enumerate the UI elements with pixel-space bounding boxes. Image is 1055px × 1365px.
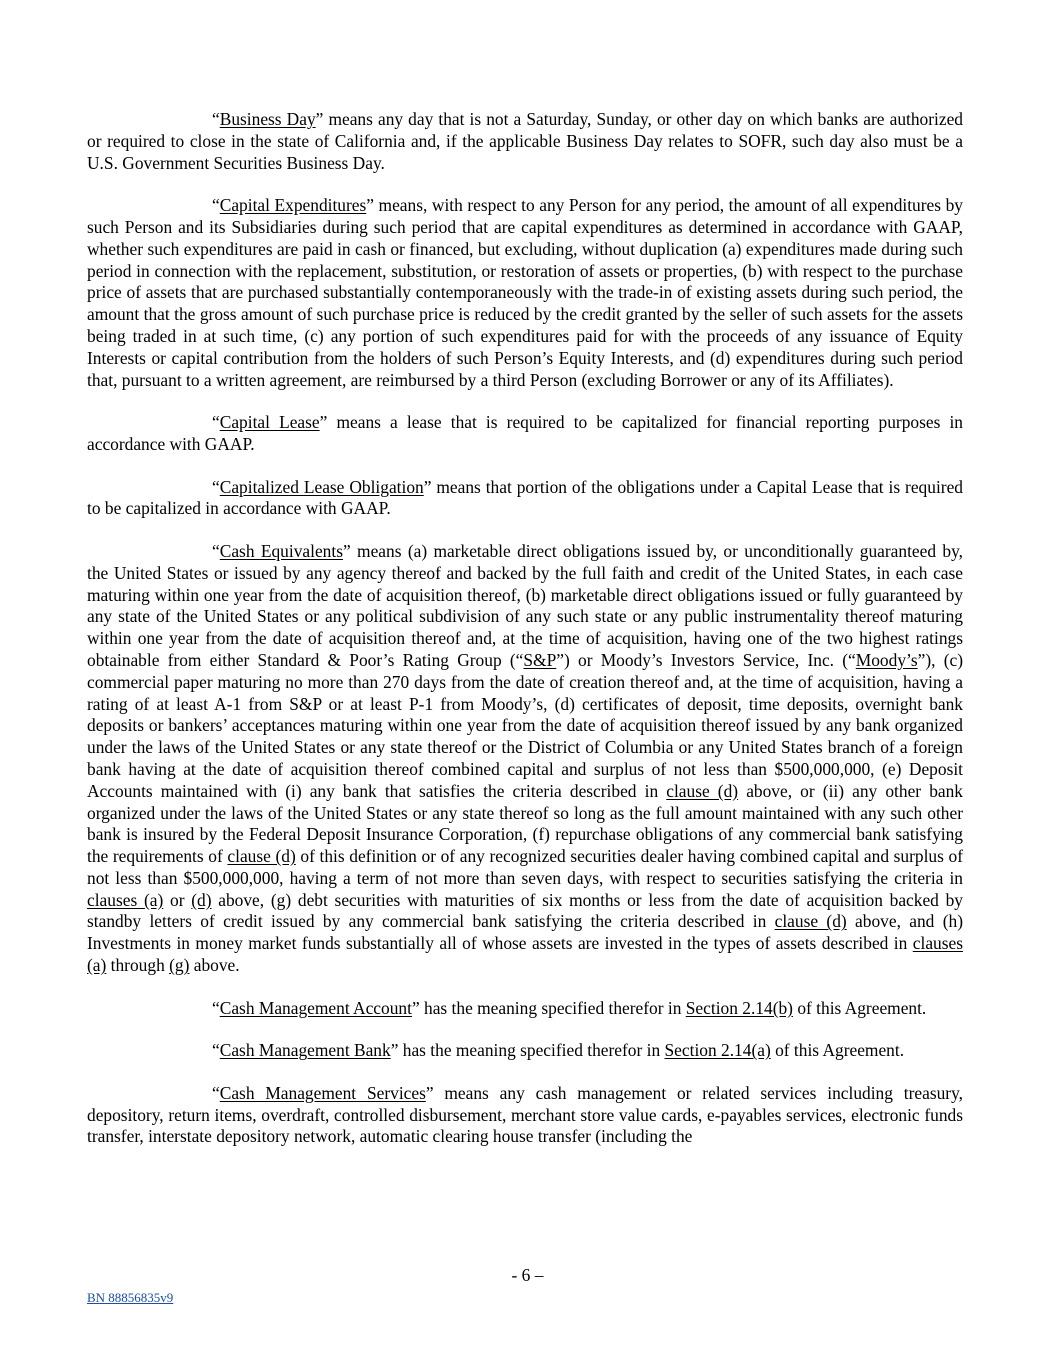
definition-text: “ — [212, 412, 220, 433]
definition-text: through — [106, 955, 170, 976]
definition-paragraph — [87, 109, 963, 174]
definition-paragraph — [87, 195, 963, 391]
page-number: - 6 – — [511, 1265, 544, 1285]
defined-term: Business Day — [219, 109, 316, 129]
document-id-link[interactable]: BN 88856835v9 — [87, 1290, 174, 1305]
cross-reference: Section 2.14(b) — [685, 997, 793, 1018]
cross-reference: S&P — [523, 649, 557, 670]
definition-text: “ — [212, 1082, 220, 1103]
definition-text: “ — [212, 540, 220, 561]
defined-term: Cash Equivalents — [219, 540, 343, 561]
definition-text: ” has the meaning specified therefor in — [390, 1040, 665, 1061]
definition-text: ” means any cash management or related services including treasury, depository, return items, overdraft, controlled disbursement, merchant store value cards, e-payables services, electronic funds transfer, interstate depository network, automatic clearing house transfer (including the — [87, 1082, 963, 1147]
definition-paragraph — [87, 541, 963, 977]
cross-reference: clause (d) — [227, 846, 296, 867]
cross-reference: (g) — [169, 955, 190, 976]
defined-term: Capital Lease — [219, 412, 320, 433]
definition-text: above, (g) debt securities with maturities of six months or less from the date of acquisition backed by standby letters of credit issued by any commercial bank satisfying the criteria described in — [87, 889, 964, 932]
definition-text: above, or (ii) any other bank organized under the laws of the United States or any state thereof so long as the full amount maintained with any such other bank is insured by the Federal Deposit Insurance Corporation, (f) repurchase obligations of any commercial bank satisfying the requirements of — [87, 780, 963, 867]
cross-reference: clauses (a) — [87, 933, 963, 976]
definition-paragraph — [87, 1040, 963, 1062]
defined-term: Capital Expenditures — [219, 195, 367, 216]
cross-reference: (d) — [191, 889, 212, 910]
definition-text: “ — [212, 997, 220, 1018]
definition-text: ” means a lease that is required to be capitalized for financial reporting purposes in accordance with GAAP. — [87, 412, 963, 454]
definition-text: ” means (a) marketable direct obligations issued by, or unconditionally guaranteed by, the United States or issued by any agency thereof and backed by the full faith and credit of the United States, in each case maturing within one year from the date of acquisition thereof, (b) marketable direct obligations issued or fully guaranteed by any state of the United States or any political subdivision of any such state or any public instrumentality thereof maturing within one year from the date of acquisition thereof and, at the time of acquisition, having one of the two highest ratings obtainable from either Standard & Poor’s Rating Group (“ — [87, 540, 964, 670]
definition-text: “ — [212, 109, 220, 129]
definition-paragraph — [87, 998, 963, 1020]
definition-text: above. — [189, 955, 240, 976]
cross-reference: clause (d) — [666, 780, 739, 801]
definition-paragraph — [87, 412, 963, 456]
cross-reference: clauses (a) — [87, 889, 164, 910]
cross-reference: Moody’s — [855, 649, 918, 670]
definition-text: ”), (c) commercial paper maturing no more than 270 days from the date of creation thereof and, at the time of acquisition, having a rating of at least A-1 from S&P or at least P-1 from Moody’s, (d) certificates of deposit, time deposits, overnight bank deposits or bankers’ acceptances maturing within one year from the date of acquisition thereof issued by any bank organized under the laws of the United States or any state thereof or the District of Columbia or any United States branch of a foreign bank having at the date of acquisition thereof combined capital and surplus of not less than $500,000,000, (e) Deposit Accounts maintained with (i) any bank that satisfies the criteria described in — [87, 649, 963, 801]
definition-text: of this Agreement. — [770, 1040, 905, 1061]
cross-reference: clause (d) — [774, 911, 847, 932]
definition-text: of this Agreement. — [792, 997, 927, 1018]
definition-paragraph — [87, 1083, 963, 1148]
definitions-section — [87, 109, 963, 1148]
definition-text: ” means any day that is not a Saturday, Sunday, or other day on which banks are authorized or required to close in the state of California and, if the applicable Business Day relates to SOFR, such day also must be a U.S. Government Securities Business Day. — [87, 109, 964, 173]
definition-text: ”) or Moody’s Investors Service, Inc. (“ — [556, 649, 856, 670]
definition-text: “ — [212, 195, 220, 216]
definition-text: of this definition or of any recognized securities dealer having combined capital and surplus of not less than $500,000,000, having a term of not more than seven days, with respect to securities satisfying the criteria in — [87, 846, 963, 888]
defined-term: Cash Management Services — [219, 1082, 426, 1103]
defined-term: Capitalized Lease Obligation — [219, 476, 424, 497]
definition-text: ” means, with respect to any Person for any period, the amount of all expenditures by such Person and its Subsidiaries during such period that are capital expenditures as determined in accordance with GAAP, whether such expenditures are paid in cash or financed, but excluding, without duplication (a) expenditures made during such period in connection with the replacement, substitution, or restoration of assets or properties, (b) with respect to the purchase price of assets that are purchased substantially contemporaneously with the trade-in of existing assets during such period, the amount that the gross amount of such purchase price is reduced by the credit granted by the seller of such assets for the assets being traded in at such time, (c) any portion of such expenditures paid for with the proceeds of any issuance of Equity Interests or capital contribution from the holders of such Person’s Equity Interests, and (d) expenditures during such period that, pursuant to a written agreement, are reimbursed by a third Person (excluding Borrower or any of its Affiliates). — [87, 195, 963, 390]
definition-text: ” has the meaning specified therefor in — [411, 997, 686, 1018]
defined-term: Cash Management Account — [219, 997, 412, 1018]
definition-text: “ — [212, 1040, 220, 1061]
definition-text: above, and (h) Investments in money market funds substantially all of whose assets are invested in the types of assets described in — [87, 911, 963, 954]
defined-term: Cash Management Bank — [219, 1040, 391, 1061]
definition-paragraph — [87, 477, 963, 521]
cross-reference: Section 2.14(a) — [664, 1040, 771, 1061]
definition-text: ” means that portion of the obligations under a Capital Lease that is required to be capitalized in accordance with GAAP. — [87, 476, 963, 519]
definition-text: “ — [212, 476, 220, 497]
definition-text: or — [163, 889, 192, 910]
